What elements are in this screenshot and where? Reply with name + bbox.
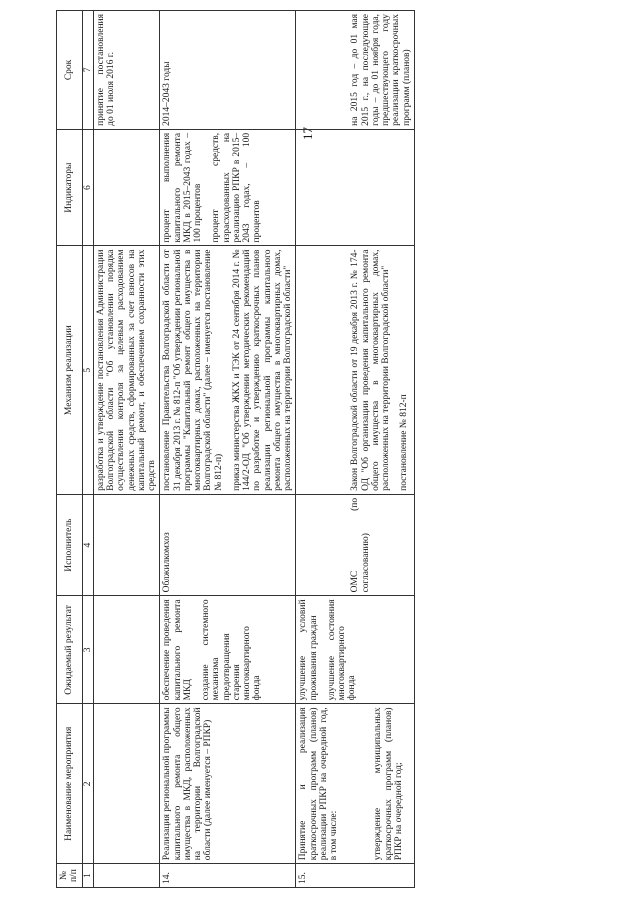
- column-number: 4: [82, 494, 93, 596]
- header-row: [57, 11, 83, 888]
- executor-cell: ОМС (по согласованию): [296, 494, 415, 596]
- mechanism-cell: разработка и утверждение постановления Администрации Волгоградской области "Об установлении порядка осуществления контроля за целевым расходованием денежных средств, сформированных за счет взносов на капитальный ремонт, и обеспечением сохранности этих средств: [93, 246, 160, 494]
- table-row: [296, 11, 415, 888]
- column-number: 6: [82, 129, 93, 246]
- measure-name-cell: Принятие и реализация краткосрочных программ (планов) реализации РПКР на очередной год, в том числе: утверждение муниципальных краткосрочных программ (планов) РПКР на очередной год;: [296, 704, 415, 864]
- header-executor: Исполнитель: [57, 494, 83, 596]
- column-number: 1: [82, 864, 93, 888]
- header-result: Ожидаемый результат: [57, 596, 83, 704]
- row-number: 14.: [160, 864, 296, 888]
- header-mechanism: Механизм реализации: [57, 246, 83, 494]
- table-row: [160, 11, 296, 888]
- column-number: 5: [82, 246, 93, 494]
- column-number: 3: [82, 596, 93, 704]
- term-cell: на 2015 год – до 01 мая 2015 г., на последующие годы – до 01 ноября года, предшествующего году реализации краткосрочных программ (планов): [296, 11, 415, 130]
- executor-cell: Облжилкомхоз: [160, 494, 296, 596]
- indicator-cell: процент выполнения капитального ремонта МКД в 2015–2043 годах – 100 процентов процент средств, израсходованных на реализацию РПКР в 2015–2043 годах, – 100 процентов: [160, 129, 296, 246]
- header-indicators: Индикаторы: [57, 129, 83, 246]
- result-cell: улучшение условий проживания граждан улучшение состояния многоквартирного фонда: [296, 596, 415, 704]
- mechanism-cell: Закон Волгоградской области от 19 декабря 2013 г. № 174-ОД "Об организации проведения капитального ремонта общего имущества в многоквартирных домах, расположенных на территории Волгоградской области" постановление № 812-п: [296, 246, 415, 494]
- measure-name-cell: Реализация региональной программы капитального ремонта общего имущества в МКД, расположенных на территории Волгоградской области (далее именуется – РПКР): [160, 704, 296, 864]
- table-row: [93, 11, 160, 888]
- column-number-row: [82, 11, 93, 888]
- page-number: 17: [300, 127, 315, 140]
- term-cell: принятие постановления до 01 июля 2016 г.: [93, 11, 160, 130]
- row-number: 15.: [296, 864, 415, 888]
- measures-table: [56, 10, 415, 888]
- header-num: № п/п: [57, 864, 83, 888]
- header-term: Срок: [57, 11, 83, 130]
- column-number: 2: [82, 704, 93, 864]
- document-table-wrapper: [56, 10, 608, 888]
- column-number: 7: [82, 11, 93, 130]
- result-cell: обеспечение проведения капитального ремонта МКД создание системного механизма предотвращения старения многоквартирного фонда: [160, 596, 296, 704]
- mechanism-cell: постановление Правительства Волгоградской области от 31 декабря 2013 г. № 812-п "Об утверждении региональной программы "Капитальный ремонт общего имущества в многоквартирных домах, расположенных на территории Волгоградской области" (далее – именуется постановление № 812-п) приказ министерства ЖКХ и ТЭК от 24 сентября 2014 г. № 144/2-ОД "Об утверждении методических рекомендаций по разработке и утверждению краткосрочных планов реализации региональной программы капитального ремонта общего имущества в многоквартирных домах, расположенных на территории Волгоградской области": [160, 246, 296, 494]
- header-name: Наименование мероприятия: [57, 704, 83, 864]
- term-cell: 2014–2043 годы: [160, 11, 296, 130]
